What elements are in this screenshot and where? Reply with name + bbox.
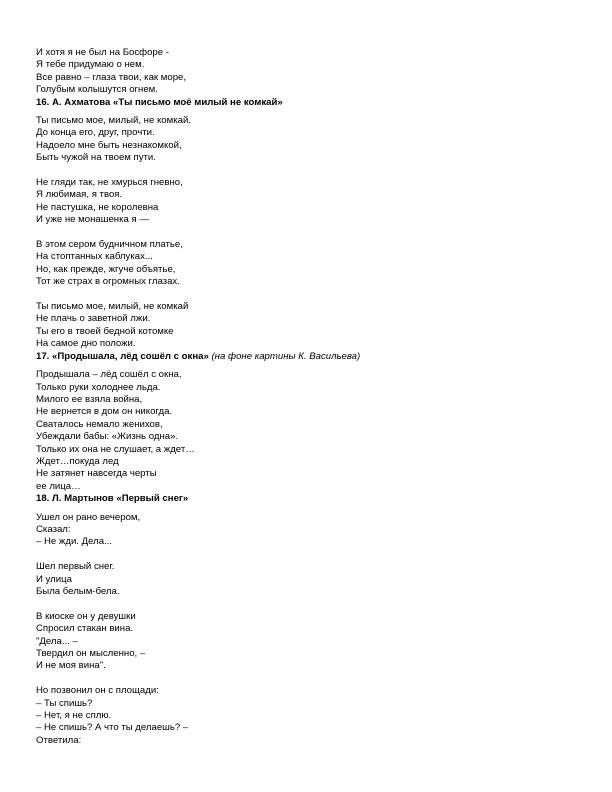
- poem-line: Ты его в твоей бедной котомке: [36, 325, 174, 337]
- poem-line: – Нет, я не сплю.: [36, 710, 112, 722]
- poem-line: Ты письмо мое, милый, не комкай.: [36, 115, 191, 127]
- poem-line: Не вернется в дом он никогда.: [36, 406, 173, 418]
- poem-line: Не пастушка, не королевна: [36, 201, 159, 213]
- poem-line: "Дела... –: [36, 635, 78, 647]
- stanza: [36, 561, 576, 598]
- poem-line: Не затянет навсегда черты: [36, 468, 157, 480]
- poem-line: Надоело мне быть незнакомкой,: [36, 139, 182, 151]
- poem-line: Была белым-бела.: [36, 586, 120, 597]
- poem-line: И не моя вина".: [36, 660, 106, 672]
- section-18-poem: [36, 512, 576, 748]
- document-page: [36, 47, 576, 747]
- poem-line: Голубым колышутся огнем.: [36, 84, 158, 96]
- poem-line: Не гляди так, не хмурься гневно,: [36, 177, 183, 189]
- poem-line: – Не спишь? А что ты делаешь? –: [36, 722, 189, 734]
- poem-line: Но, как прежде, жгуче объятье,: [36, 263, 176, 275]
- section-16-poem: [36, 115, 576, 351]
- section-17-title: 17. «Продышала, лёд сошёл с окна»: [36, 350, 209, 362]
- stanza: [36, 685, 576, 747]
- section-18-title: 18. Л. Мартынов «Первый снег»: [36, 493, 189, 505]
- poem-line: Только их она не слушает, а ждет…: [36, 443, 195, 455]
- poem-line: Тот же страх в огромных глазах.: [36, 276, 180, 288]
- section-17-heading: [36, 351, 576, 363]
- poem-line: – Не жди. Дела...: [36, 536, 113, 548]
- poem-line: Я любимая, я твоя.: [36, 189, 123, 201]
- poem-line: В киоске он у девушки: [36, 610, 136, 622]
- poem-line: – Ты спишь?: [36, 697, 93, 709]
- poem-line: До конца его, друг, прочти.: [36, 127, 155, 139]
- poem-line: Но позвонил он с площади:: [36, 685, 159, 697]
- stanza: [36, 239, 576, 289]
- poem-line: Ответила:: [36, 734, 82, 746]
- poem-line: Сказал:: [36, 523, 71, 535]
- poem-line: Все равно – глаза твои, как море,: [36, 71, 187, 83]
- poem-line: И хотя я не был на Босфоре -: [36, 47, 169, 58]
- poem-line: Милого ее взяла война,: [36, 393, 143, 405]
- poem-line: Я тебе придумаю о нем.: [36, 59, 145, 71]
- poem-line: Убеждали бабы: «Жизнь одна».: [36, 431, 179, 443]
- poem-line: На стоптанных каблуках...: [36, 251, 153, 263]
- section-17-poem: [36, 369, 576, 493]
- section-17-note: (на фоне картины К. Васильева): [208, 350, 361, 362]
- poem-line: Продышала – лёд сошёл с окна,: [36, 369, 182, 381]
- intro-stanza: [36, 47, 576, 97]
- stanza: [36, 177, 576, 227]
- poem-line: Не плачь о заветной лжи.: [36, 313, 151, 325]
- poem-line: Ушел он рано вечером,: [36, 511, 141, 523]
- poem-line: Ждет…покуда лед: [36, 455, 119, 467]
- poem-line: И улица: [36, 573, 72, 585]
- poem-line: И уже не монашенка я —: [36, 214, 149, 226]
- poem-line: ее лица…: [36, 480, 81, 492]
- stanza: [36, 115, 576, 165]
- poem-line: Быть чужой на твоем пути.: [36, 152, 156, 164]
- stanza: [36, 512, 576, 549]
- stanza: [36, 301, 576, 351]
- poem-line: В этом сером будничном платье,: [36, 239, 183, 251]
- poem-line: Ты письмо мое, милый, не комкай: [36, 301, 189, 313]
- poem-line: Шел первый снег.: [36, 561, 115, 573]
- poem-line: Спросил стакан вина.: [36, 623, 134, 635]
- poem-line: Только руки холоднее льда.: [36, 381, 161, 393]
- section-16-title: 16. А. Ахматова «Ты письмо моё милый не комкай»: [36, 96, 283, 108]
- poem-line: Твердил он мысленно, –: [36, 648, 146, 660]
- stanza: [36, 611, 576, 673]
- poem-line: Сваталось немало женихов,: [36, 418, 163, 430]
- poem-line: На самое дно положи.: [36, 338, 136, 350]
